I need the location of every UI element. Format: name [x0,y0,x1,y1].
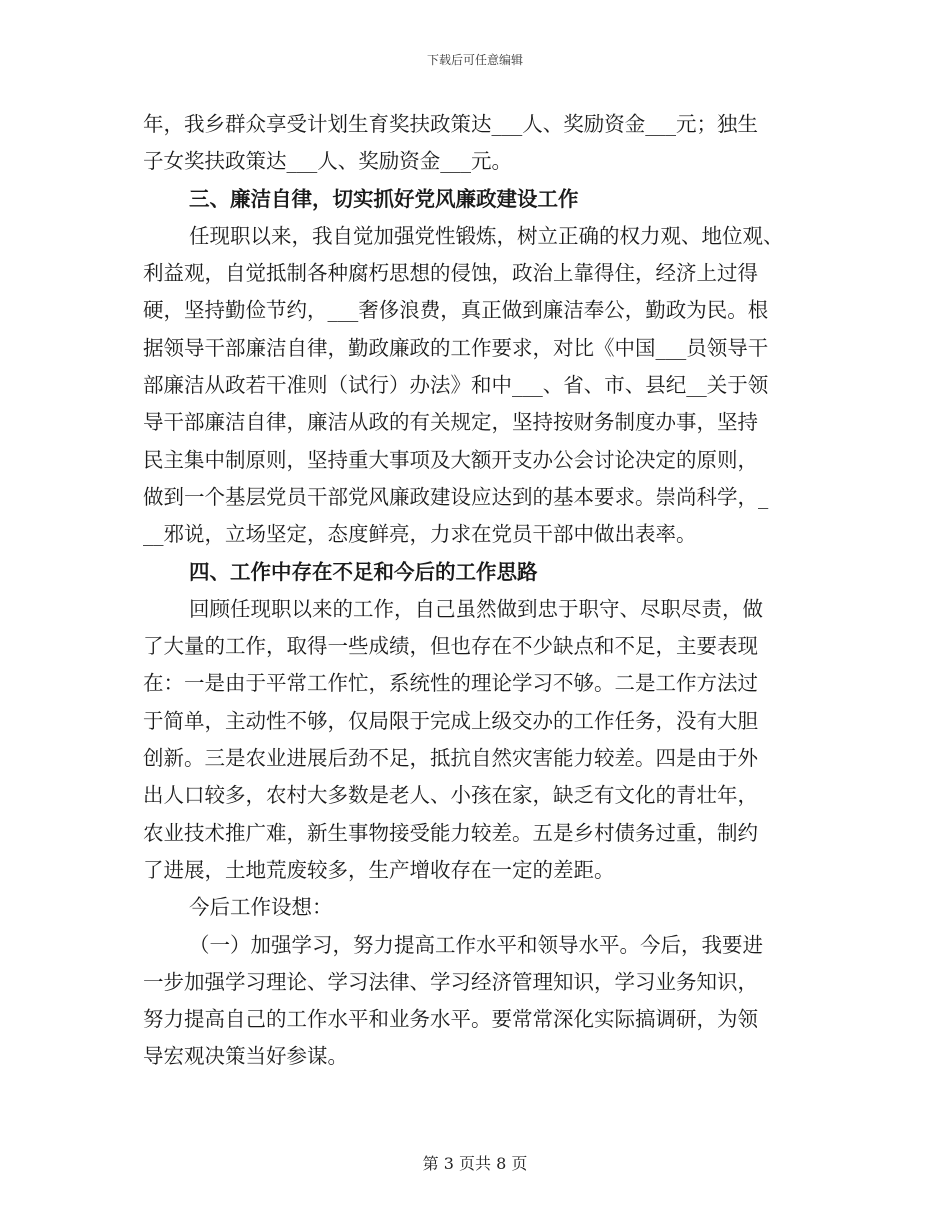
section-heading: 三、廉洁自律，切实抓好党风廉政建设工作 [189,186,579,211]
text-line: 今后工作设想： [189,895,333,920]
text-line: 创新。三是农业进展后劲不足，抵抗自然灾害能力较差。四是由于外 [143,746,758,771]
text-line: 在：一是由于平常工作忙，系统性的理论学习不够。二是工作方法过 [143,671,758,696]
text-line: 部廉洁从政若干准则（试行）办法》和中___、省、市、县纪__关于领 [143,373,769,398]
text-line: 年，我乡群众享受计划生育奖扶政策达___人、奖励资金___元；独生 [143,112,758,136]
text-line: （一）加强学习，努力提高工作水平和领导水平。今后，我要进 [189,932,763,957]
page-number: 第 3 页共 8 页 [422,1154,528,1173]
section-heading: 四、工作中存在不足和今后的工作思路 [189,559,538,584]
text-line: 导干部廉洁自律，廉洁从政的有关规定，坚持按财务制度办事，坚持 [143,410,758,435]
text-line: 硬，坚持勤俭节约，___奢侈浪费，真正做到廉洁奉公，勤政为民。根 [143,298,769,323]
text-line: 了大量的工作，取得一些成绩，但也存在不少缺点和不足，主要表现 [143,634,758,659]
text-line: 做到一个基层党员干部党风廉政建设应达到的基本要求。崇尚科学，_ [143,484,769,509]
text-line: 利益观，自觉抵制各种腐朽思想的侵蚀，政治上靠得住，经济上过得 [143,261,758,286]
text-line: 导宏观决策当好参谋。 [143,1044,348,1069]
text-line: 回顾任现职以来的工作，自己虽然做到忠于职守、尽职尽责，做 [189,596,763,621]
text-line: __邪说，立场坚定，态度鲜亮，力求在党员干部中做出表率。 [143,522,697,547]
text-line: 任现职以来，我自觉加强党性锻炼，树立正确的权力观、地位观、 [189,223,784,248]
text-line: 出人口较多，农村大多数是老人、小孩在家，缺乏有文化的青壮年， [143,783,758,808]
text-line: 了进展，土地荒废较多，生产增收存在一定的差距。 [143,857,615,882]
text-line: 民主集中制原则，坚持重大事项及大额开支办公会讨论决定的原则， [143,447,758,472]
text-line: 努力提高自己的工作水平和业务水平。要常常深化实际搞调研，为领 [143,1007,758,1032]
text-line: 据领导干部廉洁自律，勤政廉政的工作要求，对比《中国___员领导干 [143,335,769,360]
document-body [143,106,807,1076]
text-line: 子女奖扶政策达___人、奖励资金___元。 [143,149,512,174]
text-line: 农业技术推广难，新生事物接受能力较差。五是乡村债务过重，制约 [143,820,758,845]
page-header: 下载后可任意编辑 [426,53,523,67]
text-line: 于简单，主动性不够，仅局限于完成上级交办的工作任务，没有大胆 [143,708,758,733]
text-line: 一步加强学习理论、学习法律、学习经济管理知识，学习业务知识， [143,969,758,994]
